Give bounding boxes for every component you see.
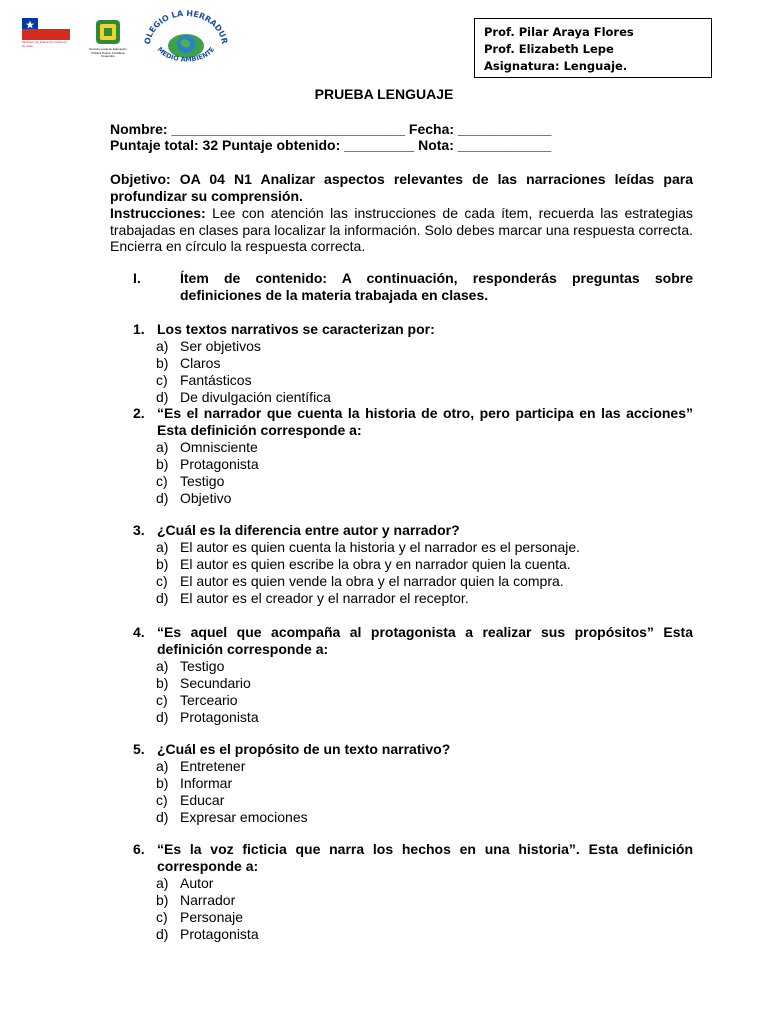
option-letter: c) (156, 692, 168, 708)
answer-option-b[interactable] (157, 675, 693, 692)
answer-option-a[interactable] (157, 758, 693, 775)
question-text: Los textos narrativos se caracterizan por: (157, 321, 435, 337)
option-letter: d) (156, 709, 169, 725)
option-text: Secundario (180, 675, 251, 691)
globe-icon (140, 6, 232, 70)
answer-option-b[interactable] (157, 355, 693, 372)
question-4 (133, 624, 693, 726)
answer-option-d[interactable] (157, 709, 693, 726)
answer-option-d[interactable] (157, 590, 693, 607)
option-text: Testigo (180, 658, 225, 674)
answer-option-a[interactable] (157, 875, 693, 892)
score-line: Puntaje total: 32 Puntaje obtenido: _________ Nota: ____________ (110, 137, 552, 153)
answer-option-d[interactable] (157, 389, 693, 406)
answer-option-c[interactable] (157, 473, 693, 490)
option-text: El autor es quien escribe la obra y en narrador quien la cuenta. (180, 556, 571, 572)
school-service-logo (86, 18, 130, 62)
option-letter: b) (156, 892, 169, 908)
teacher-info-box (474, 18, 712, 78)
objective-text: Objetivo: OA 04 N1 Analizar aspectos relevantes de las narraciones leídas para profundizar su comprensión. (110, 171, 693, 204)
option-letter: d) (156, 389, 169, 405)
question-text: ¿Cuál es el propósito de un texto narrativo? (157, 741, 451, 757)
option-text: Protagonista (180, 926, 259, 942)
ministry-logo-caption: Ministerio de Educación Gobierno de Chile (22, 40, 68, 48)
answer-option-a[interactable] (157, 658, 693, 675)
instructions-paragraph (110, 205, 693, 255)
question-text: “Es el narrador que cuenta la historia de otro, pero participa en las acciones” Esta definición corresponde a: (157, 405, 693, 438)
option-text: El autor es el creador y el narrador el receptor. (180, 590, 469, 606)
option-letter: b) (156, 556, 169, 572)
option-letter: d) (156, 809, 169, 825)
instructions-text: Lee con atención las instrucciones de cada ítem, recuerda las estrategias trabajadas en clases para localizar la información. Solo debes marcar una respuesta correcta. Encierra en círculo la respuesta correcta. (110, 205, 693, 254)
option-letter: c) (156, 792, 168, 808)
option-letter: c) (156, 909, 168, 925)
answer-option-c[interactable] (157, 573, 693, 590)
option-letter: a) (156, 338, 169, 354)
question-number: 4. (133, 624, 145, 640)
answer-option-a[interactable] (157, 539, 693, 556)
option-letter: a) (156, 439, 169, 455)
herradura-logo-bottom-text: MEDIO AMBIENTE (155, 45, 217, 64)
option-letter: c) (156, 372, 168, 388)
option-text: El autor es quien cuenta la historia y el narrador es el personaje. (180, 539, 581, 555)
option-letter: a) (156, 658, 169, 674)
herradura-logo-top-text: OLEGIO LA HERRADUR (142, 8, 230, 46)
answer-option-b[interactable] (157, 456, 693, 473)
chile-flag-icon (22, 18, 70, 40)
answer-option-d[interactable] (157, 490, 693, 507)
option-text: Testigo (180, 473, 225, 489)
option-text: Personaje (180, 909, 244, 925)
answer-option-a[interactable] (157, 338, 693, 355)
answer-option-d[interactable] (157, 809, 693, 826)
option-letter: b) (156, 775, 169, 791)
option-text: Educar (180, 792, 225, 808)
option-letter: c) (156, 573, 168, 589)
question-5 (133, 741, 693, 826)
question-number: 5. (133, 741, 145, 757)
test-title: PRUEBA LENGUAJE (314, 86, 454, 102)
student-name-date-line: Nombre: ______________________________ Fecha: ____________ (110, 121, 552, 137)
question-2 (133, 405, 693, 507)
question-text: “Es la voz ficticia que narra los hechos en una historia”. Esta definición corresponde a: (157, 841, 693, 874)
option-letter: b) (156, 355, 169, 371)
answer-option-a[interactable] (157, 439, 693, 456)
option-text: De divulgación científica (180, 389, 331, 405)
question-number: 2. (133, 405, 145, 421)
option-text: Ser objetivos (180, 338, 261, 354)
question-3 (133, 522, 693, 607)
question-text: ¿Cuál es la diferencia entre autor y narrador? (157, 522, 460, 538)
option-text: El autor es quien vende la obra y el narrador quien la compra. (180, 573, 564, 589)
option-text: Informar (180, 775, 233, 791)
answer-option-b[interactable] (157, 556, 693, 573)
question-1 (133, 321, 693, 406)
school-logo-caption: Servicio Local de Educación Pública Puerto Cordillera Coquimbo (89, 47, 127, 58)
option-letter: a) (156, 758, 169, 774)
subject-label: Asignatura: Lenguaje. (484, 59, 628, 73)
option-text: Protagonista (180, 456, 259, 472)
option-letter: d) (156, 590, 169, 606)
answer-option-b[interactable] (157, 775, 693, 792)
ministry-logo (22, 18, 70, 52)
answer-option-d[interactable] (157, 926, 693, 943)
section-text: Ítem de contenido: A continuación, responderás preguntas sobre definiciones de la materia trabajada en clases. (180, 270, 693, 303)
option-text: Autor (180, 875, 214, 891)
option-text: Claros (180, 355, 221, 371)
instructions-label: Instrucciones: (110, 205, 206, 221)
section-number: I. (133, 270, 141, 286)
option-text: Objetivo (180, 490, 232, 506)
option-text: Terceario (180, 692, 238, 708)
option-letter: b) (156, 675, 169, 691)
answer-option-c[interactable] (157, 792, 693, 809)
question-number: 1. (133, 321, 145, 337)
option-letter: d) (156, 490, 169, 506)
question-text: “Es aquel que acompaña al protagonista a realizar sus propósitos” Esta definición corresponde a: (157, 624, 693, 657)
option-letter: a) (156, 539, 169, 555)
school-shield-icon (86, 18, 130, 48)
teacher-name-1: Prof. Pilar Araya Flores (484, 25, 634, 39)
option-letter: b) (156, 456, 169, 472)
answer-option-c[interactable] (157, 372, 693, 389)
option-text: Omnisciente (180, 439, 258, 455)
option-letter: d) (156, 926, 169, 942)
question-number: 3. (133, 522, 145, 538)
answer-option-c[interactable] (157, 909, 693, 926)
herradura-logo (140, 6, 232, 70)
answer-option-b[interactable] (157, 892, 693, 909)
option-text: Entretener (180, 758, 246, 774)
option-text: Expresar emociones (180, 809, 308, 825)
option-text: Narrador (180, 892, 236, 908)
teacher-name-2: Prof. Elizabeth Lepe (484, 42, 614, 56)
option-letter: c) (156, 473, 168, 489)
option-letter: a) (156, 875, 169, 891)
question-6 (133, 841, 693, 943)
option-text: Protagonista (180, 709, 259, 725)
question-number: 6. (133, 841, 145, 857)
option-text: Fantásticos (180, 372, 252, 388)
answer-option-c[interactable] (157, 692, 693, 709)
